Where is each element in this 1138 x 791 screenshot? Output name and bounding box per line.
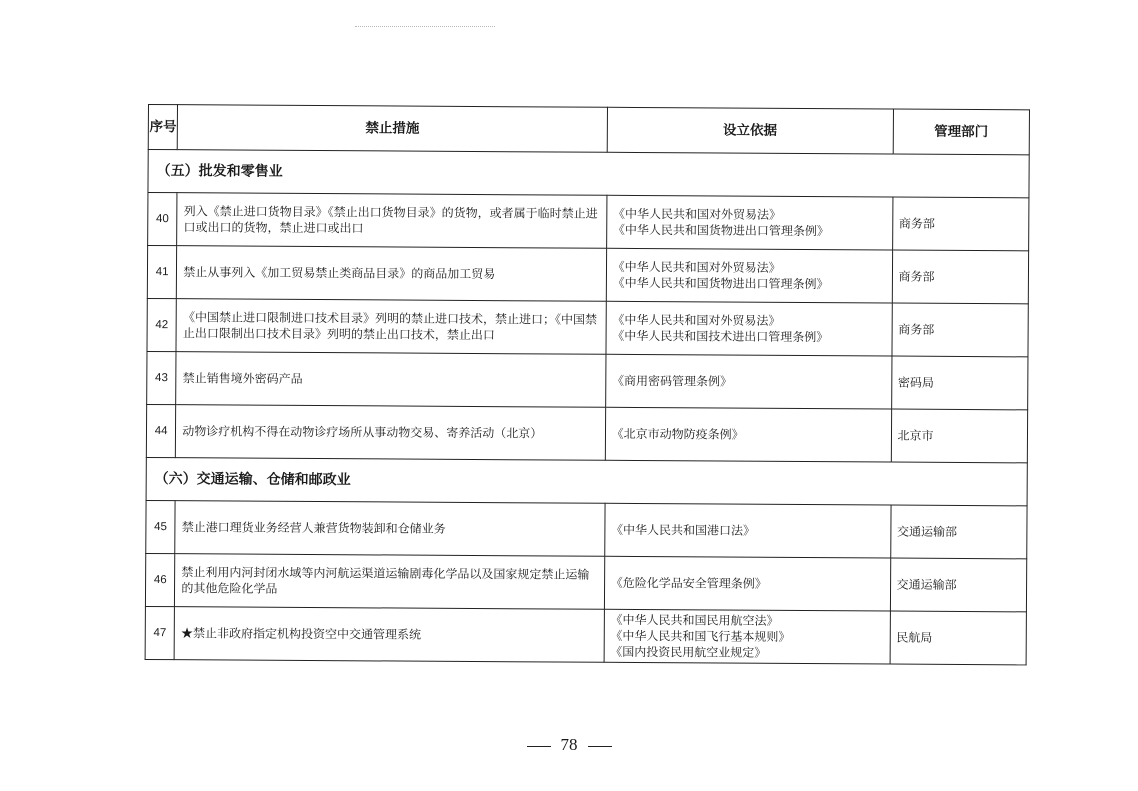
table-row <box>145 606 1026 664</box>
row-basis <box>604 609 890 664</box>
footer-dash-right <box>588 746 612 747</box>
header-dept: 管理部门 <box>893 109 1030 155</box>
row-seq: 40 <box>148 193 178 246</box>
row-seq: 46 <box>145 553 175 606</box>
table-header-row <box>148 105 1029 155</box>
basis-law: 《中华人民共和国民用航空法》 <box>610 612 779 628</box>
row-dept: 密码局 <box>891 356 1028 410</box>
row-dept: 商务部 <box>892 303 1029 357</box>
page-footer <box>0 735 1138 755</box>
table-row <box>148 193 1029 251</box>
table-row <box>147 246 1028 304</box>
basis-law: 《商用密码管理条例》 <box>611 373 733 389</box>
row-measure: 禁止港口理货业务经营人兼营货物装卸和仓储业务 <box>175 501 605 557</box>
table-body <box>145 150 1029 665</box>
row-measure: 禁止从事列入《加工贸易禁止类商品目录》的商品加工贸易 <box>177 246 607 302</box>
row-measure: 动物诊疗机构不得在动物诊疗场所从事动物交易、寄养活动（北京） <box>176 405 606 461</box>
basis-law: 《国内投资民用航空业规定》 <box>610 644 767 660</box>
row-basis <box>606 195 892 250</box>
section-title: （五）批发和零售业 <box>156 163 283 180</box>
table-row <box>146 404 1027 462</box>
header-seq: 序号 <box>148 105 178 150</box>
row-seq: 42 <box>147 298 177 351</box>
row-measure: ★禁止非政府指定机构投资空中交通管理系统 <box>174 607 604 663</box>
row-dept: 民航局 <box>890 611 1027 665</box>
row-dept: 商务部 <box>892 250 1029 304</box>
basis-law: 《中华人民共和国港口法》 <box>611 522 756 538</box>
row-dept: 交通运输部 <box>890 558 1027 612</box>
section-row <box>146 457 1027 505</box>
basis-law: 《中华人民共和国对外贸易法》 <box>612 206 782 222</box>
row-measure: 《中国禁止进口限制进口技术目录》列明的禁止进口技术，禁止进口；《中国禁止出口限制出口技术目录》列明的禁止出口技术，禁止出口 <box>176 299 606 355</box>
row-measure: 禁止利用内河封闭水域等内河航运渠道运输剧毒化学品以及国家规定禁止运输的其他危险化学品 <box>175 554 605 610</box>
table-row <box>146 500 1027 558</box>
table-row <box>145 553 1026 611</box>
table-row <box>147 351 1028 409</box>
section-row <box>148 150 1029 198</box>
measures-table <box>145 104 1030 665</box>
basis-law: 《中华人民共和国对外贸易法》 <box>612 312 781 328</box>
footer-dash-left <box>527 746 551 747</box>
row-seq: 47 <box>145 606 175 659</box>
basis-law: 《中华人民共和国对外贸易法》 <box>612 259 781 275</box>
row-basis <box>604 556 890 611</box>
basis-law: 《中华人民共和国货物进出口管理条例》 <box>612 275 829 292</box>
basis-law: 《北京市动物防疫条例》 <box>611 426 744 442</box>
row-seq: 44 <box>146 404 176 457</box>
section-title: （六）交通运输、仓储和邮政业 <box>154 471 351 489</box>
section-cell <box>146 457 1027 505</box>
row-seq: 43 <box>147 351 177 404</box>
header-basis: 设立依据 <box>607 107 893 154</box>
basis-law: 《中华人民共和国货物进出口管理条例》 <box>612 222 829 239</box>
basis-law: 《中华人民共和国飞行基本规则》 <box>610 628 791 644</box>
row-dept: 商务部 <box>892 197 1029 251</box>
row-basis <box>605 407 891 462</box>
row-basis <box>604 503 890 558</box>
basis-law: 《中华人民共和国技术进出口管理条例》 <box>612 328 829 345</box>
row-measure: 列入《禁止进口货物目录》《禁止出口货物目录》的货物，或者属于临时禁止进口或出口的货物，禁止进口或出口 <box>177 193 607 249</box>
measures-table-container <box>145 104 1030 665</box>
header-measure: 禁止措施 <box>178 105 608 153</box>
section-cell <box>148 150 1029 198</box>
scan-artifact <box>355 26 495 28</box>
row-basis <box>605 354 891 409</box>
row-basis <box>606 301 892 356</box>
row-dept: 北京市 <box>891 409 1028 463</box>
row-measure: 禁止销售境外密码产品 <box>176 352 606 408</box>
row-basis <box>606 248 892 303</box>
table-row <box>147 298 1028 356</box>
basis-law: 《危险化学品安全管理条例》 <box>610 575 767 591</box>
row-seq: 45 <box>146 500 176 553</box>
row-dept: 交通运输部 <box>890 505 1027 559</box>
row-seq: 41 <box>147 246 177 299</box>
page-number: 78 <box>560 735 578 754</box>
